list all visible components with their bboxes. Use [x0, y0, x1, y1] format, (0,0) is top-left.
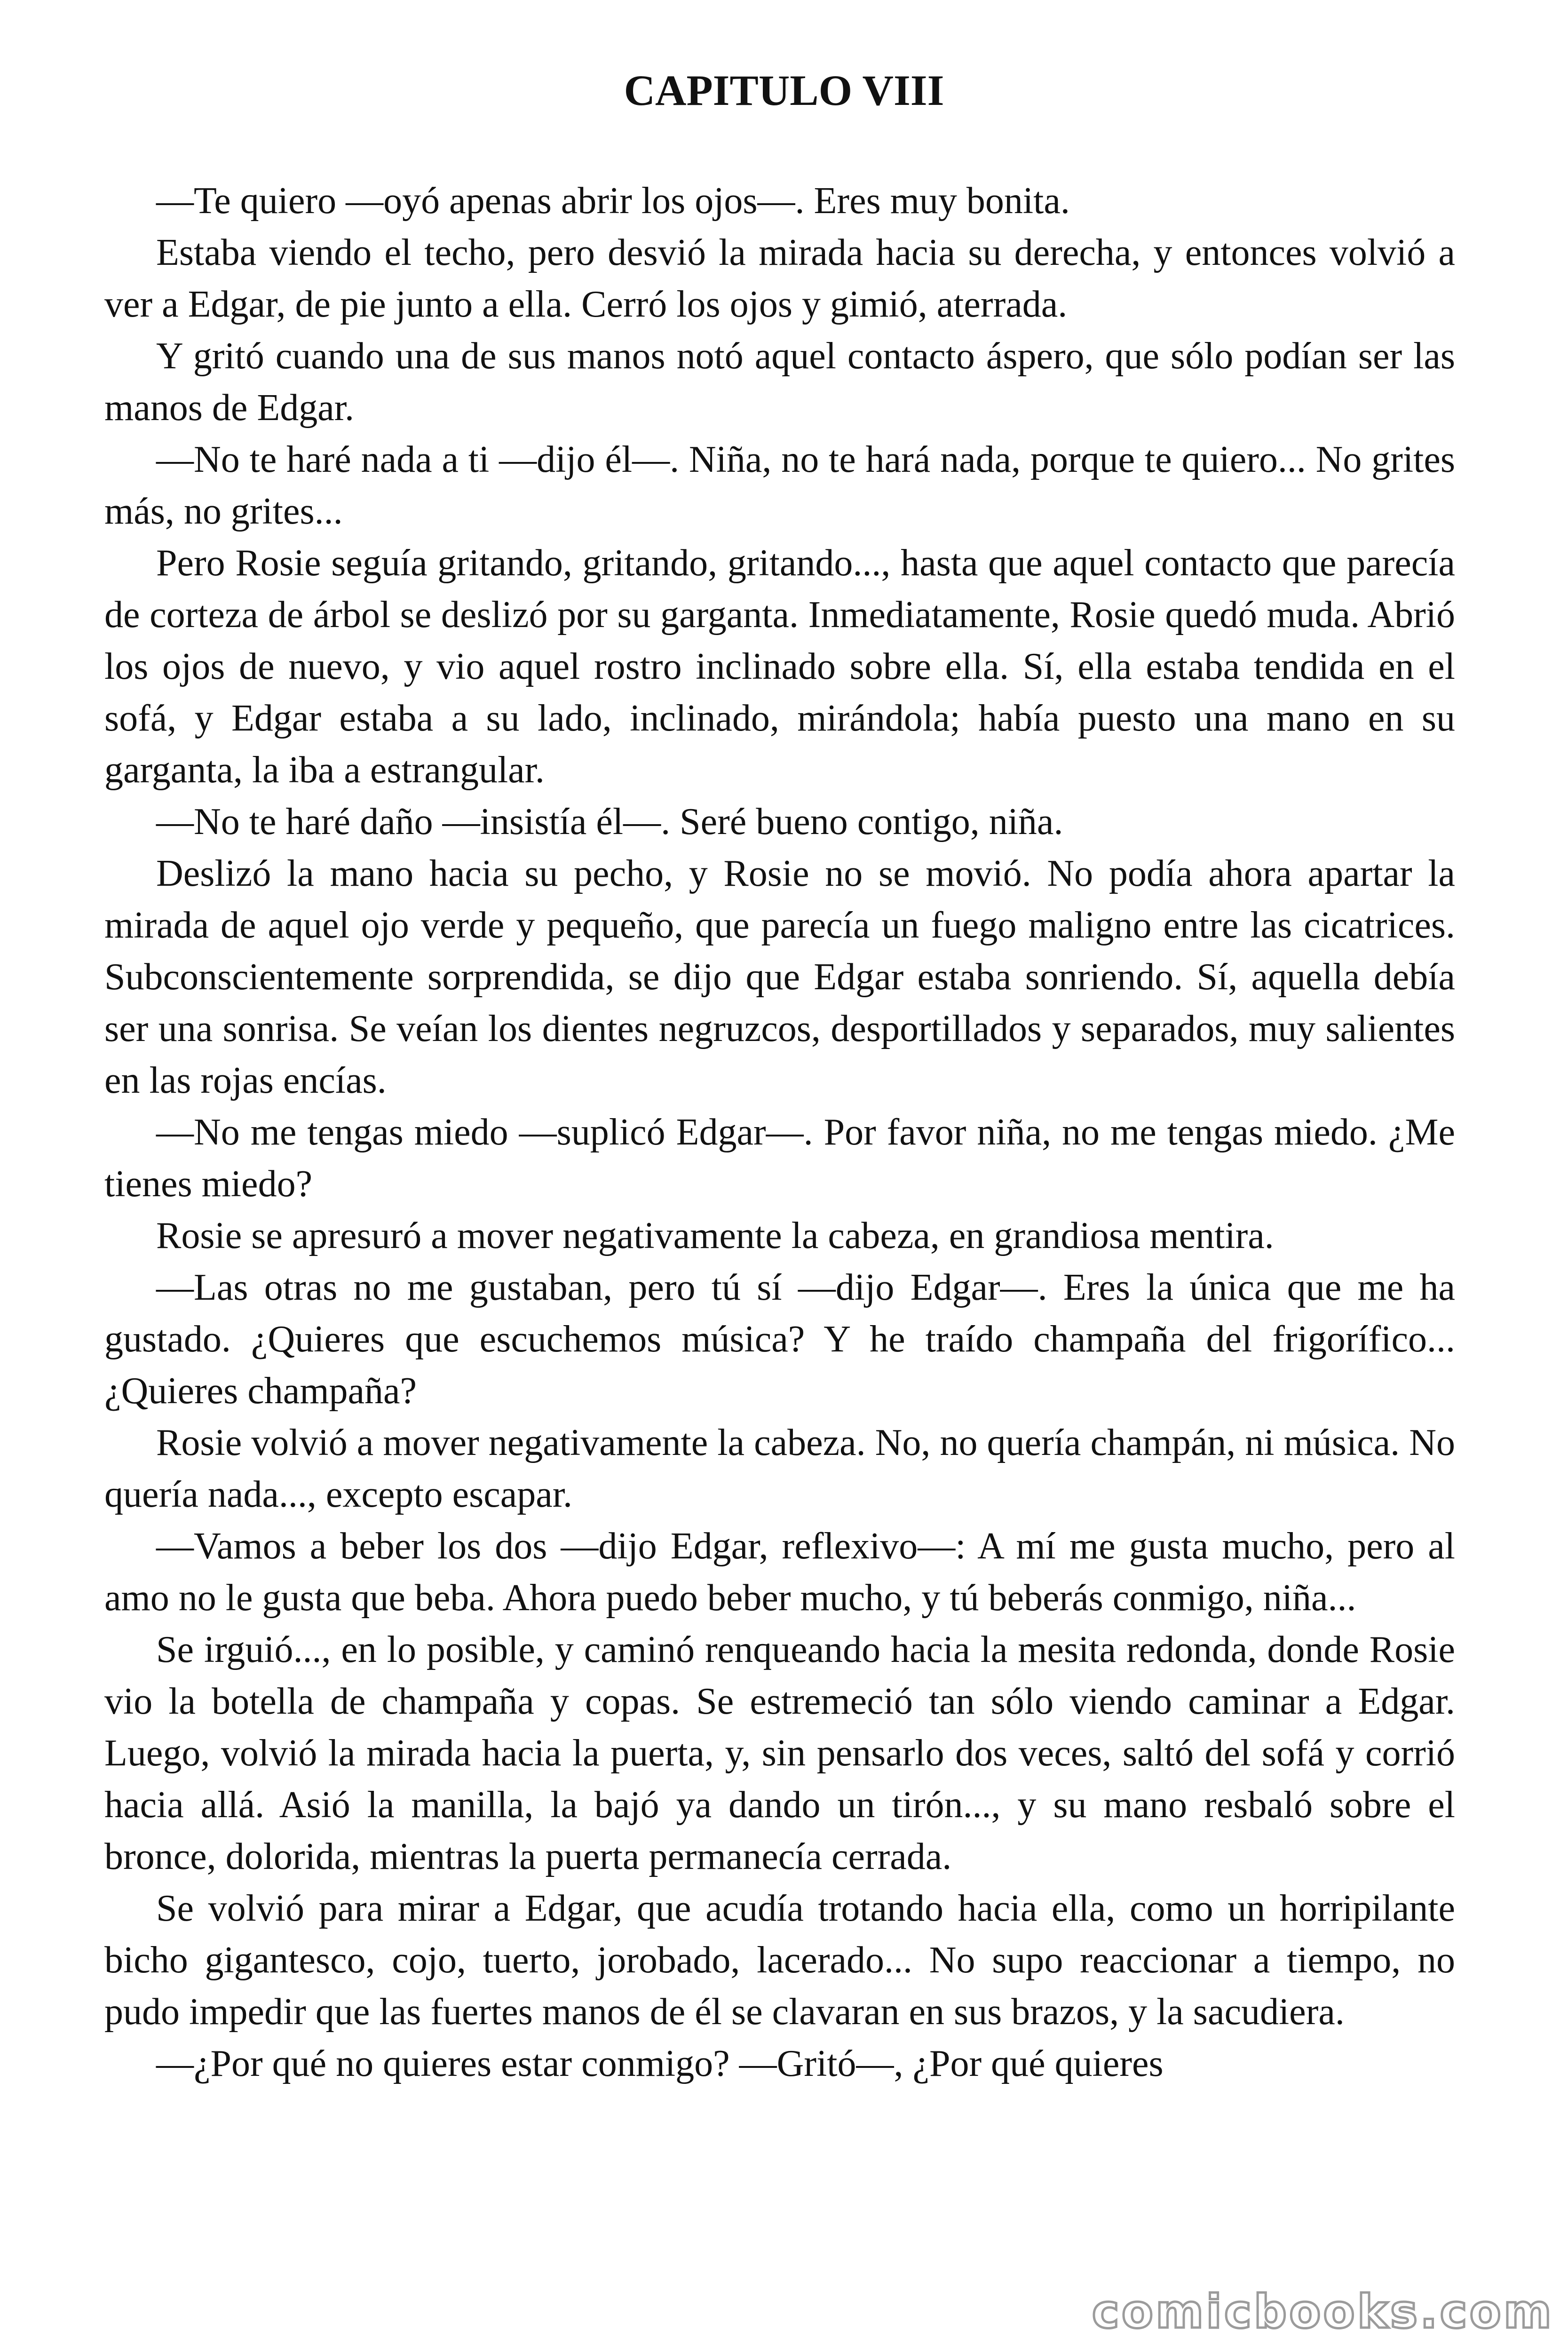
- paragraph: Y gritó cuando una de sus manos notó aquel contacto áspero, que sólo podían ser las manos de Edgar.: [104, 335, 1455, 429]
- paragraph: —No te haré daño —insistía él—. Seré bueno contigo, niña.: [156, 801, 1063, 842]
- paragraph: —¿Por qué no quieres estar conmigo? —Gritó—, ¿Por qué quieres: [156, 2043, 1164, 2084]
- paragraph: Pero Rosie seguía gritando, gritando, gritando..., hasta que aquel contacto que parecía de corteza de árbol se deslizó por su garganta. Inmediatamente, Rosie quedó muda. Abrió los ojos de nuevo, y vio aquel rostro inclinado sobre ella. Sí, ella estaba tendida en el sofá, y Edgar estaba a su lado, inclinado, mirándola; había puesto una mano en su garganta, la iba a estrangular.: [104, 542, 1455, 791]
- watermark-logo: comicbooks.com: [1092, 2285, 1554, 2339]
- paragraph: Se irguió..., en lo posible, y caminó renqueando hacia la mesita redonda, donde Rosie vio la botella de champaña y copas. Se estremeció tan sólo viendo caminar a Edgar. Luego, volvió la mirada hacia la puerta, y, sin pensarlo dos veces, saltó del sofá y corrió hacia allá. Asió la manilla, la bajó ya dando un tirón..., y su mano resbaló sobre el bronce, dolorida, mientras la puerta permanecía cerrada.: [104, 1629, 1455, 1877]
- chapter-body: [104, 175, 1455, 2090]
- paragraph: —Las otras no me gustaban, pero tú sí —dijo Edgar—. Eres la única que me ha gustado. ¿Quieres que escuchemos música? Y he traído champaña del frigorífico... ¿Quieres champaña?: [104, 1267, 1455, 1412]
- paragraph: Rosie se apresuró a mover negativamente la cabeza, en grandiosa mentira.: [156, 1215, 1274, 1256]
- paragraph: Rosie volvió a mover negativamente la cabeza. No, no quería champán, ni música. No quería nada..., excepto escapar.: [104, 1422, 1455, 1515]
- paragraph: —Vamos a beber los dos —dijo Edgar, reflexivo—: A mí me gusta mucho, pero al amo no le gusta que beba. Ahora puedo beber mucho, y tú beberás conmigo, niña...: [104, 1526, 1455, 1619]
- paragraph: —No me tengas miedo —suplicó Edgar—. Por favor niña, no me tengas miedo. ¿Me tienes miedo?: [104, 1112, 1455, 1205]
- chapter-title: CAPITULO VIII: [624, 66, 944, 114]
- paragraph: Deslizó la mano hacia su pecho, y Rosie no se movió. No podía ahora apartar la mirada de aquel ojo verde y pequeño, que parecía un fuego maligno entre las cicatrices. Subconscientemente sorprendida, se dijo que Edgar estaba sonriendo. Sí, aquella debía ser una sonrisa. Se veían los dientes negruzcos, desportillados y separados, muy salientes en las rojas encías.: [104, 853, 1455, 1101]
- paragraph: —No te haré nada a ti —dijo él—. Niña, no te hará nada, porque te quiero... No grites más, no grites...: [104, 439, 1455, 532]
- paragraph: Estaba viendo el techo, pero desvió la mirada hacia su derecha, y entonces volvió a ver a Edgar, de pie junto a ella. Cerró los ojos y gimió, aterrada.: [104, 232, 1455, 325]
- paragraph: Se volvió para mirar a Edgar, que acudía trotando hacia ella, como un horripilante bicho gigantesco, cojo, tuerto, jorobado, lacerado... No supo reaccionar a tiempo, no pudo impedir que las fuertes manos de él se clavaran en sus brazos, y la sacudiera.: [104, 1888, 1455, 2033]
- paragraph: —Te quiero —oyó apenas abrir los ojos—. Eres muy bonita.: [156, 180, 1070, 222]
